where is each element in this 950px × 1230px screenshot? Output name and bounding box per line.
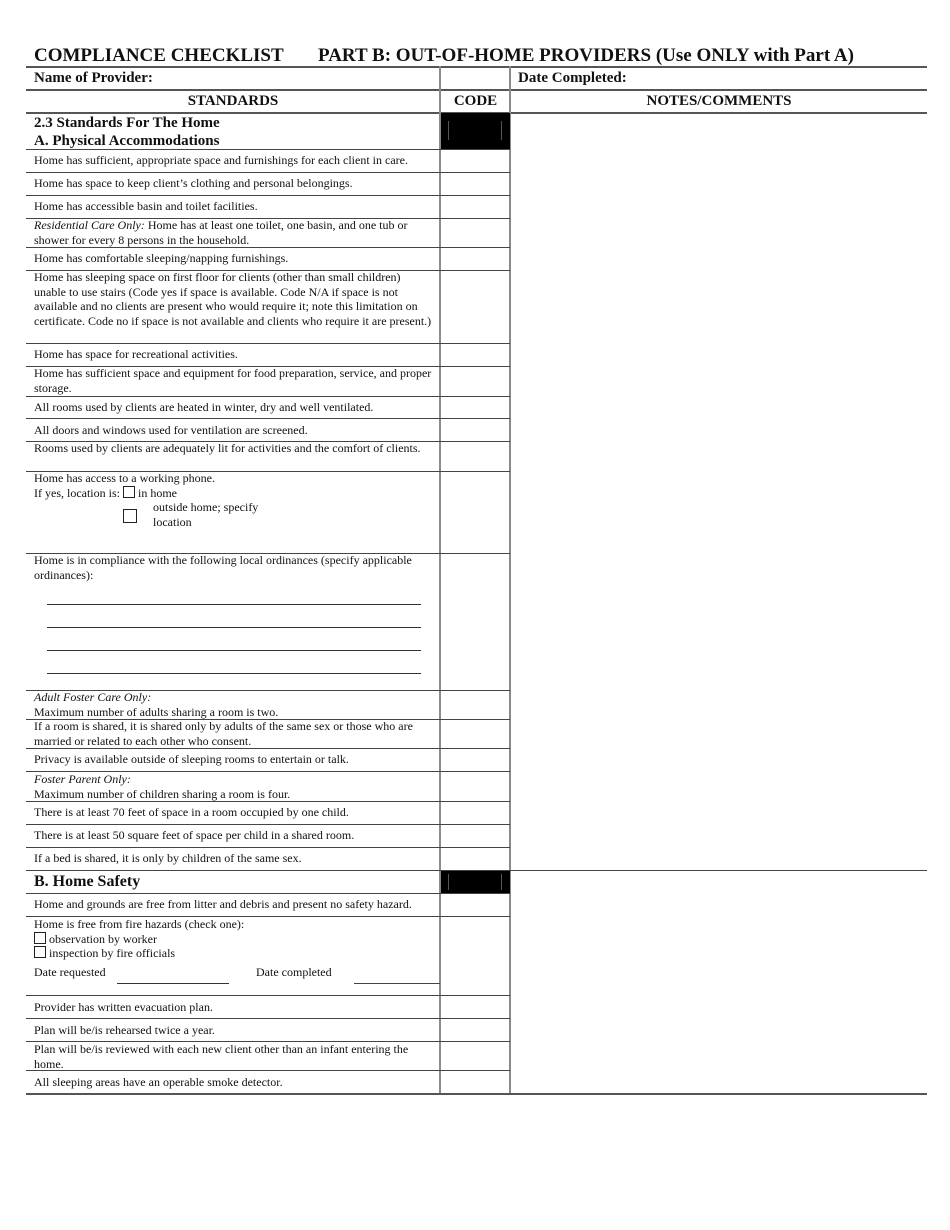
- adult-foster-prefix: Adult Foster Care Only:: [34, 690, 152, 704]
- ordinance-line-4[interactable]: [47, 673, 421, 674]
- notes-area-section-b[interactable]: [512, 872, 925, 1092]
- residential-care-prefix: Residential Care Only:: [34, 218, 145, 232]
- code-cell[interactable]: [441, 196, 509, 217]
- standard-row: Home has comfortable sleeping/napping furnishings.: [34, 251, 289, 265]
- standard-row-text: Home has at least one toilet, one basin, and one tub or shower for every 8 persons in the household.: [34, 218, 408, 247]
- standard-row: There is at least 70 feet of space in a room occupied by one child.: [34, 805, 349, 819]
- code-cell[interactable]: [441, 1019, 509, 1040]
- code-cell[interactable]: [441, 554, 509, 689]
- code-cell[interactable]: [441, 344, 509, 365]
- standard-row: All doors and windows used for ventilation are screened.: [34, 423, 308, 437]
- code-cell[interactable]: [441, 367, 509, 395]
- code-cell[interactable]: [441, 848, 509, 869]
- standard-row: Rooms used by clients are adequately lit for activities and the comfort of clients.: [34, 441, 421, 455]
- provider-code-field[interactable]: [441, 67, 509, 88]
- document-title: [34, 45, 854, 67]
- provider-name-label: Name of Provider:: [34, 70, 153, 86]
- adult-foster-row: [34, 690, 434, 719]
- date-requested-field[interactable]: [117, 983, 229, 984]
- standard-row: Privacy is available outside of sleeping rooms to entertain or talk.: [34, 752, 349, 766]
- notes-column-header: NOTES/COMMENTS: [646, 93, 792, 109]
- outside-home-label: [153, 500, 353, 529]
- section-heading-b: B. Home Safety: [34, 873, 141, 890]
- foster-parent-text: Maximum number of children sharing a room is four.: [34, 786, 291, 801]
- outside-home-location-text: location: [153, 514, 192, 529]
- code-cell[interactable]: [441, 419, 509, 440]
- inspection-checkbox[interactable]: [34, 946, 46, 958]
- code-cell[interactable]: [441, 691, 509, 718]
- phone-location-label: If yes, location is:: [34, 485, 120, 500]
- fire-hazards-text: Home is free from fire hazards (check one):: [34, 917, 245, 931]
- notes-area-section-a[interactable]: [512, 113, 925, 869]
- phone-access-row: [34, 471, 434, 500]
- code-cell[interactable]: [441, 472, 509, 552]
- in-home-checkbox[interactable]: [123, 486, 135, 498]
- code-cell[interactable]: [441, 150, 509, 171]
- standard-row: Plan will be/is rehearsed twice a year.: [34, 1023, 215, 1037]
- code-cell[interactable]: [441, 1042, 509, 1069]
- standard-row: If a bed is shared, it is only by children of the same sex.: [34, 851, 302, 865]
- date-completed-label: Date Completed:: [518, 70, 627, 86]
- part-title: PART B: OUT-OF-HOME PROVIDERS (Use ONLY with Part A): [318, 45, 854, 66]
- code-cell[interactable]: [441, 894, 509, 915]
- fire-hazards-row: [34, 917, 434, 961]
- ordinances-row: Home is in compliance with the following local ordinances (specify applicable ordinances):: [34, 553, 412, 582]
- code-cell[interactable]: [441, 749, 509, 770]
- standard-row: All rooms used by clients are heated in winter, dry and well ventilated.: [34, 400, 374, 414]
- in-home-label: in home: [137, 485, 177, 500]
- standard-row: There is at least 50 square feet of space per child in a shared room.: [34, 828, 355, 842]
- standard-row: Home has space to keep client’s clothing and personal belongings.: [34, 176, 353, 190]
- standard-row: Home has space for recreational activities.: [34, 347, 238, 361]
- standard-row: If a room is shared, it is shared only by adults of the same sex or those who are married or related to each other who consent.: [34, 719, 413, 748]
- code-cell[interactable]: [441, 219, 509, 246]
- code-cell[interactable]: [441, 248, 509, 269]
- outside-home-checkbox[interactable]: [123, 509, 137, 523]
- ordinance-line-1[interactable]: [47, 604, 421, 605]
- standard-row: Plan will be/is reviewed with each new client other than an infant entering the home.: [34, 1042, 409, 1071]
- standard-row: Home has sleeping space on first floor for clients (other than small children) unable to use stairs (Code yes if space is available. Code N/A if space is not available and no clients are present who would require it; note this limitation on certificate. Code no if space is not available and clients who require it are present.): [34, 270, 432, 328]
- section-heading-a: A. Physical Accommodations: [34, 133, 220, 149]
- standard-row: Home has sufficient, appropriate space and furnishings for each client in care.: [34, 153, 408, 167]
- code-column-header: CODE: [453, 93, 498, 109]
- inspection-label: inspection by fire officials: [49, 946, 176, 960]
- ordinance-line-3[interactable]: [47, 650, 421, 651]
- date-requested-label: Date requested: [34, 965, 106, 979]
- standard-row: Provider has written evacuation plan.: [34, 1000, 213, 1014]
- code-cell[interactable]: [441, 996, 509, 1017]
- foster-parent-prefix: Foster Parent Only:: [34, 772, 131, 786]
- standard-row: Home and grounds are free from litter and debris and present no safety hazard.: [34, 897, 412, 911]
- foster-parent-row: [34, 772, 434, 801]
- phone-access-text: Home has access to a working phone.: [34, 471, 215, 485]
- code-cell[interactable]: [441, 397, 509, 417]
- provider-name-field[interactable]: [160, 67, 435, 88]
- ordinance-line-2[interactable]: [47, 627, 421, 628]
- outside-home-text: outside home; specify: [153, 500, 259, 514]
- code-cell[interactable]: [441, 271, 509, 342]
- code-cell[interactable]: [441, 802, 509, 823]
- checklist-title: COMPLIANCE CHECKLIST: [34, 45, 284, 66]
- code-cell[interactable]: [441, 173, 509, 194]
- code-cell-blocked: [441, 113, 510, 149]
- date-completed-fire-label: Date completed: [256, 965, 332, 979]
- date-completed-field[interactable]: [640, 67, 925, 88]
- code-cell[interactable]: [441, 917, 509, 994]
- standard-row: Home has accessible basin and toilet facilities.: [34, 199, 258, 213]
- adult-foster-text: Maximum number of adults sharing a room is two.: [34, 704, 279, 719]
- standards-column-header: STANDARDS: [187, 93, 279, 109]
- code-cell[interactable]: [441, 442, 509, 470]
- code-cell-blocked: [441, 871, 510, 893]
- standard-row: Home has sufficient space and equipment for food preparation, service, and proper storage.: [34, 366, 432, 395]
- column-divider: [509, 66, 511, 1094]
- divider: [26, 89, 927, 91]
- section-heading-2-3: 2.3 Standards For The Home: [34, 115, 220, 131]
- code-cell[interactable]: [441, 720, 509, 747]
- observation-label: observation by worker: [49, 931, 157, 946]
- code-cell[interactable]: [441, 825, 509, 846]
- observation-checkbox[interactable]: [34, 932, 46, 944]
- code-cell[interactable]: [441, 772, 509, 800]
- code-cell[interactable]: [441, 1071, 509, 1092]
- standard-row: [34, 218, 434, 247]
- standard-row: All sleeping areas have an operable smoke detector.: [34, 1075, 283, 1089]
